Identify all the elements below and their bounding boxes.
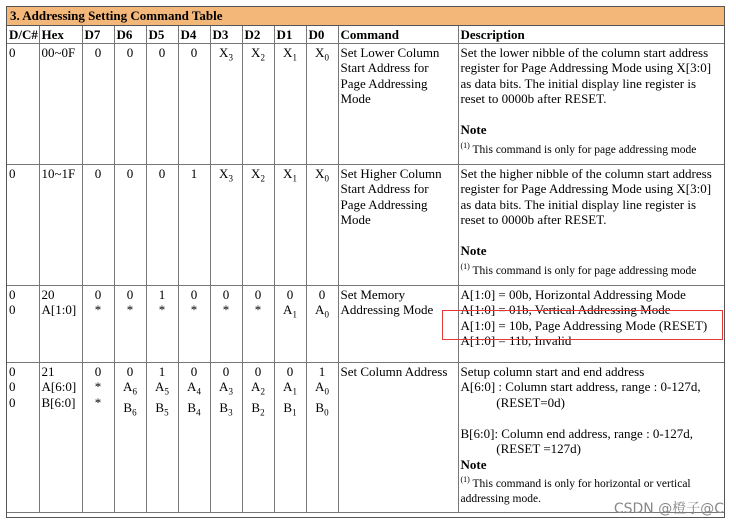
note-text-content: addressing mode.	[460, 493, 541, 506]
command-line: Set Higher Column	[340, 165, 442, 181]
bit-value: 0	[254, 363, 262, 379]
note-text	[461, 472, 723, 492]
bit-cell	[146, 362, 178, 512]
note-text	[461, 259, 723, 279]
bit-cell	[114, 285, 146, 362]
description-line: A[1:0] = 00b, Horizontal Addressing Mode	[460, 286, 686, 302]
bit-cell	[306, 362, 338, 512]
dc-cell	[7, 43, 39, 164]
description-cell	[458, 362, 724, 512]
bit-value: $X_2$	[251, 44, 265, 63]
bit-value: $A_3$	[219, 379, 233, 397]
bit-value: 0	[158, 44, 166, 60]
command-line: Set Memory	[340, 286, 406, 302]
column-header: Hex	[39, 26, 82, 43]
bit-value: 0	[190, 286, 198, 302]
description-line: (RESET =127d)	[460, 441, 581, 456]
table-row	[7, 285, 724, 362]
bit-value: 1	[158, 286, 166, 302]
bit-value: 0	[318, 286, 326, 302]
bit-cell	[274, 285, 306, 362]
command-line: Mode	[340, 91, 371, 106]
hex-value: B[6:0]	[41, 394, 76, 410]
dc-cell	[7, 362, 39, 512]
description-line	[461, 410, 723, 426]
bit-cell	[146, 285, 178, 362]
note-text-content: This command is only for page addressing mode	[472, 143, 697, 156]
dc-value: 0	[9, 44, 16, 60]
command-line: Start Address for	[340, 60, 429, 75]
bit-cell	[114, 43, 146, 164]
command-line: Page Addressing	[340, 75, 428, 91]
bit-value: 0	[94, 286, 102, 302]
bit-cell	[178, 164, 210, 285]
bit-value: *	[94, 379, 102, 394]
column-header: D1	[274, 26, 306, 43]
bit-cell	[178, 362, 210, 512]
command-table	[7, 26, 724, 513]
description-line: register for Page Addressing Mode using X[3:0]	[460, 181, 712, 196]
bit-cell	[210, 362, 242, 512]
bit-cell	[306, 164, 338, 285]
bit-cell	[274, 43, 306, 164]
bit-cell	[274, 362, 306, 512]
command-line: Mode	[340, 212, 371, 227]
note-text-content: This command is only for page addressing mode	[472, 264, 697, 277]
bit-cell	[210, 164, 242, 285]
bit-value: 0	[126, 363, 134, 379]
bit-cell	[114, 164, 146, 285]
hex-cell	[39, 285, 82, 362]
hex-value: 20	[41, 286, 55, 302]
bit-value: 0	[126, 286, 134, 302]
dc-value: 0	[9, 302, 16, 317]
bit-value: $X_0$	[315, 165, 329, 184]
bit-cell	[82, 164, 114, 285]
bit-value: $B_3$	[219, 400, 233, 418]
bit-value: $A_4$	[187, 379, 201, 397]
bit-value: $A_0$	[315, 302, 329, 320]
bit-value: $X_2$	[251, 165, 265, 184]
bit-value: *	[94, 302, 102, 317]
bit-value: $B_6$	[123, 400, 137, 418]
bit-cell	[146, 164, 178, 285]
table-row	[7, 164, 724, 285]
column-header: D6	[114, 26, 146, 43]
dc-value: 0	[9, 286, 16, 302]
bit-value: 1	[190, 165, 198, 181]
header-row	[7, 26, 724, 43]
dc-value: 0	[9, 363, 16, 379]
footnote-mark: (1)	[460, 140, 470, 150]
description-line: register for Page Addressing Mode using X[3:0]	[460, 60, 712, 75]
bit-value: 1	[318, 363, 326, 379]
note-text-content: This command is only for horizontal or vertical	[472, 477, 691, 490]
description-cell	[458, 285, 724, 362]
command-line: Addressing Mode	[340, 302, 434, 317]
hex-cell	[39, 164, 82, 285]
command-cell	[338, 362, 458, 512]
bit-value: $B_4$	[187, 400, 201, 418]
description-cell	[458, 164, 724, 285]
note-title: Note	[460, 243, 487, 258]
bit-cell	[178, 285, 210, 362]
hex-value: 10~1F	[41, 165, 76, 181]
bit-value: 0	[158, 165, 166, 181]
dc-value: 0	[9, 379, 16, 394]
bit-cell	[178, 43, 210, 164]
hex-value: A[6:0]	[41, 379, 77, 394]
column-header: D/C#	[9, 27, 38, 42]
bit-value: $B_5$	[155, 400, 169, 418]
bit-cell	[274, 164, 306, 285]
description-line: A[6:0] : Column start address, range : 0-127d,	[460, 379, 701, 394]
bit-cell	[242, 362, 274, 512]
bit-value: 0	[286, 363, 294, 379]
bit-cell	[306, 285, 338, 362]
footnote-mark: (1)	[460, 475, 470, 484]
table-row	[7, 43, 724, 164]
bit-value: 0	[222, 286, 230, 302]
bit-value: $A_2$	[251, 379, 265, 397]
bit-value: 1	[158, 363, 166, 379]
bit-cell	[82, 285, 114, 362]
description-line: A[1:0] = 01b, Vertical Addressing Mode	[460, 302, 671, 317]
description-line: as data bits. The initial display line register is	[460, 196, 697, 212]
note-title: Note	[460, 456, 487, 472]
bit-value: *	[126, 302, 134, 317]
dc-value: 0	[9, 165, 16, 181]
bit-cell	[82, 43, 114, 164]
bit-value: 0	[222, 363, 230, 379]
bit-cell	[242, 285, 274, 362]
dc-value: 0	[9, 394, 16, 410]
command-line: Start Address for	[340, 181, 429, 196]
description-line: as data bits. The initial display line register is	[460, 75, 697, 91]
bit-value: $B_0$	[315, 400, 329, 418]
bit-value: $A_1$	[283, 379, 297, 397]
description-line	[461, 228, 723, 244]
bit-value: $B_2$	[251, 400, 265, 418]
bit-value: $B_1$	[283, 400, 297, 418]
hex-cell	[39, 362, 82, 512]
bit-value: 0	[94, 44, 102, 60]
watermark: CSDN @橙子@C	[613, 501, 724, 517]
bit-value: $A_5$	[155, 379, 169, 397]
column-header: Command	[338, 26, 458, 43]
command-cell	[338, 43, 458, 164]
bit-value: $X_0$	[315, 44, 329, 63]
command-line: Page Addressing	[340, 196, 428, 212]
bit-value: $X_3$	[219, 165, 233, 184]
command-cell	[338, 285, 458, 362]
column-header: D7	[82, 26, 114, 43]
description-line: B[6:0]: Column end address, range : 0-127d,	[460, 425, 694, 441]
column-header: D4	[178, 26, 210, 43]
bit-value: 0	[94, 165, 102, 181]
hex-value: A[1:0]	[41, 302, 77, 317]
command-table-frame	[6, 6, 725, 518]
bit-value: 0	[190, 363, 198, 379]
description-line: reset to 0000b after RESET.	[460, 91, 607, 106]
description-line: A[1:0] = 10b, Page Addressing Mode (RESET)	[460, 317, 708, 333]
table-title: 3. Addressing Setting Command Table	[7, 7, 724, 26]
bit-value: $A_0$	[315, 379, 329, 397]
bit-value: $X_1$	[283, 44, 297, 63]
description-cell	[458, 43, 724, 164]
bit-value: 0	[190, 44, 198, 60]
bit-value: *	[190, 302, 198, 317]
description-line: Set the higher nibble of the column start address	[460, 165, 712, 181]
bit-value: *	[222, 302, 230, 317]
bit-cell	[242, 164, 274, 285]
bit-cell	[306, 43, 338, 164]
note-title: Note	[460, 122, 487, 137]
bit-cell	[82, 362, 114, 512]
command-line: Set Column Address	[340, 363, 448, 379]
dc-cell	[7, 164, 39, 285]
bit-cell	[114, 362, 146, 512]
description-line	[461, 107, 723, 123]
hex-value: 00~0F	[41, 44, 76, 60]
hex-value: 21	[41, 363, 55, 379]
bit-value: 0	[254, 286, 262, 302]
description-line: reset to 0000b after RESET.	[460, 212, 607, 227]
command-line: Set Lower Column	[340, 44, 440, 60]
bit-cell	[210, 43, 242, 164]
bit-value: $A_6$	[123, 379, 137, 397]
column-header: D2	[242, 26, 274, 43]
bit-value: *	[254, 302, 262, 317]
bit-value: 0	[94, 363, 102, 379]
column-header: Description	[458, 26, 724, 43]
bit-value: *	[94, 394, 102, 410]
footnote-mark: (1)	[460, 261, 470, 271]
bit-cell	[210, 285, 242, 362]
description-line: Set the lower nibble of the column start address	[460, 44, 709, 60]
description-line: Setup column start and end address	[460, 363, 645, 379]
command-cell	[338, 164, 458, 285]
bit-value: $X_3$	[219, 44, 233, 63]
bit-value: 0	[126, 44, 134, 60]
column-header: D0	[306, 26, 338, 43]
description-line: (RESET=0d)	[460, 394, 565, 410]
column-header: D5	[146, 26, 178, 43]
description-line: A[1:0] = 11b, Invalid	[460, 333, 572, 348]
bit-value: $X_1$	[283, 165, 297, 184]
bit-cell	[146, 43, 178, 164]
hex-cell	[39, 43, 82, 164]
bit-value: 0	[286, 286, 294, 302]
bit-value: 0	[126, 165, 134, 181]
note-text	[461, 138, 723, 158]
column-header: D3	[210, 26, 242, 43]
bit-value: *	[158, 302, 166, 317]
bit-cell	[242, 43, 274, 164]
bit-value: $A_1$	[283, 302, 297, 320]
table-row	[7, 362, 724, 512]
dc-cell	[7, 285, 39, 362]
